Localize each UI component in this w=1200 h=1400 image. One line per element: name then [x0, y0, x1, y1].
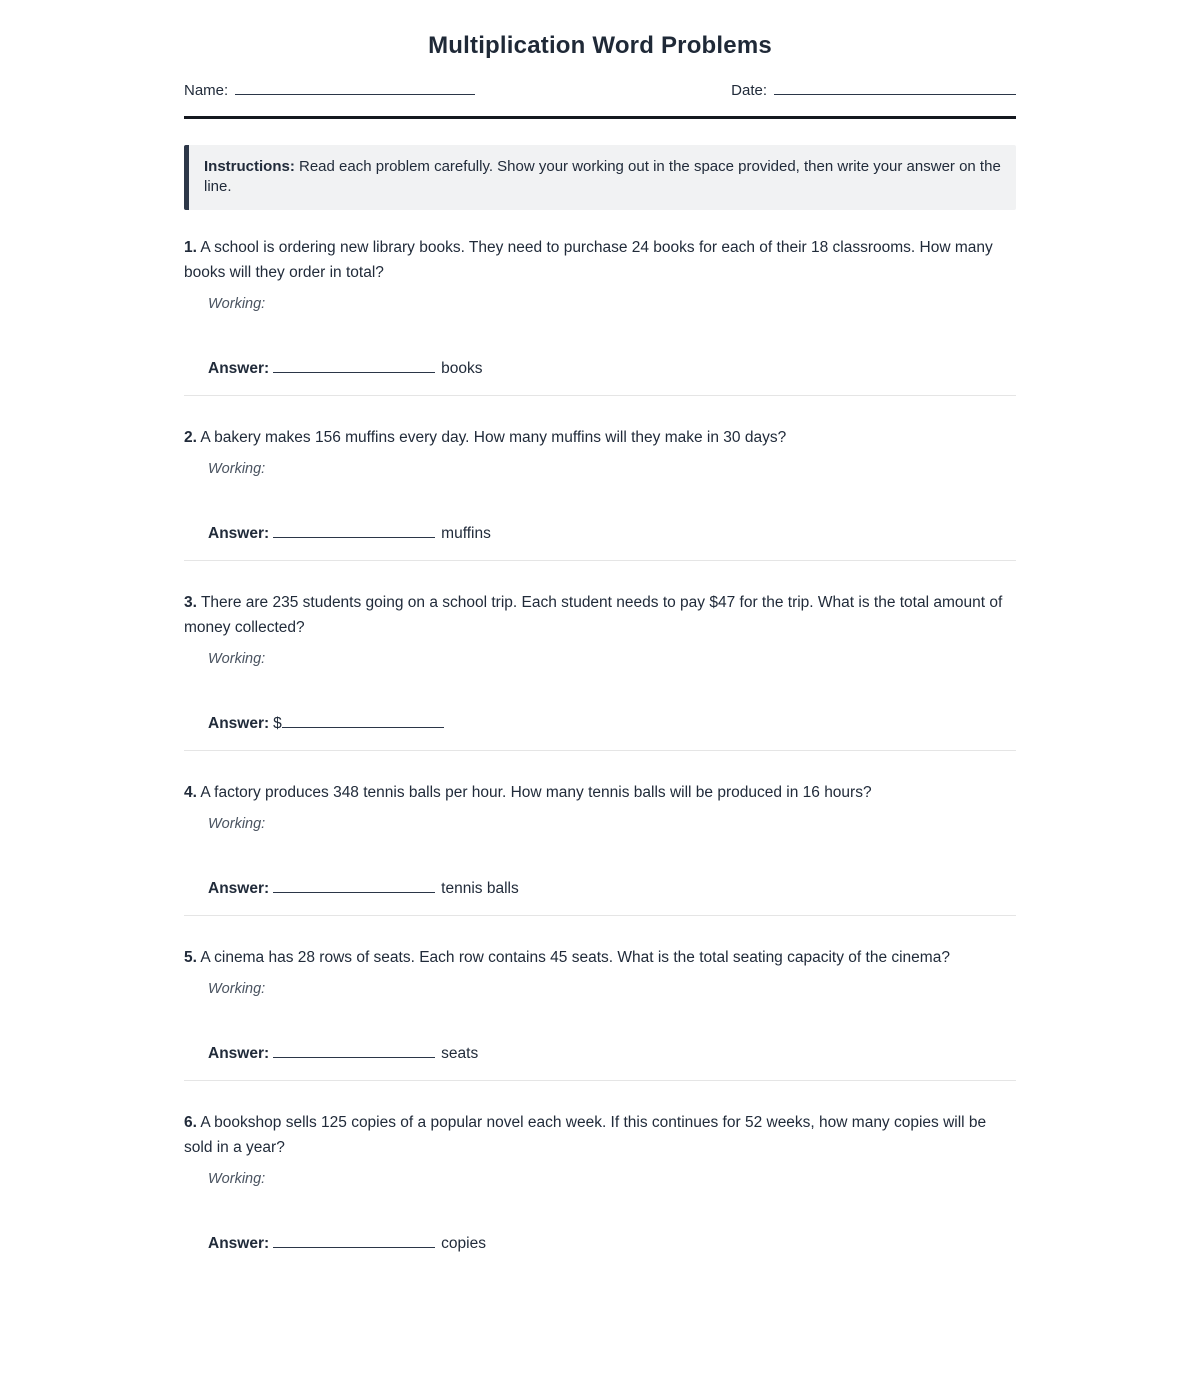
- working-label: Working:: [208, 981, 266, 998]
- answer-label: Answer:: [208, 715, 270, 733]
- working-label: Working:: [208, 1171, 266, 1188]
- instructions-box: [184, 145, 1016, 210]
- answer-blank[interactable]: [273, 525, 435, 538]
- problem-item: [184, 425, 1016, 561]
- answer-row: [184, 360, 1016, 378]
- problem-statement: A cinema has 28 rows of seats. Each row contains 45 seats. What is the total seating capacity of the cinema?: [200, 949, 950, 967]
- answer-row: [184, 715, 1016, 733]
- worksheet: [184, 0, 1016, 1270]
- problem-item: [184, 945, 1016, 1081]
- problem-statement: A bookshop sells 125 copies of a popular novel each week. If this continues for 52 weeks, how many copies will be sold in a year?: [184, 1114, 987, 1157]
- answer-prefix: $: [273, 715, 282, 733]
- answer-unit: seats: [441, 1045, 479, 1063]
- answer-label: Answer:: [208, 1235, 270, 1253]
- problem-text: [184, 945, 1016, 970]
- problem-item: [184, 235, 1016, 396]
- name-label: Name:: [184, 82, 229, 99]
- working-label: Working:: [208, 651, 266, 668]
- problem-item: [184, 590, 1016, 751]
- answer-label: Answer:: [208, 359, 270, 377]
- date-input-line[interactable]: [774, 82, 1016, 95]
- answer-row: [184, 525, 1016, 543]
- answer-row: [184, 1045, 1016, 1063]
- answer-unit: copies: [441, 1235, 486, 1253]
- problem-text: [184, 1110, 1016, 1160]
- answer-blank[interactable]: [273, 880, 435, 893]
- problem-number: 5.: [184, 949, 197, 967]
- problem-text: [184, 590, 1016, 640]
- answer-blank[interactable]: [282, 715, 444, 728]
- answer-label: Answer:: [208, 880, 270, 898]
- name-field: [184, 82, 475, 99]
- answer-blank[interactable]: [273, 1045, 435, 1058]
- answer-label: Answer:: [208, 524, 270, 542]
- problem-item: [184, 1110, 1016, 1270]
- problem-number: 1.: [184, 238, 197, 256]
- problem-number: 2.: [184, 428, 197, 446]
- problem-item: [184, 780, 1016, 916]
- answer-unit: muffins: [441, 524, 491, 542]
- problem-number: 3.: [184, 593, 197, 611]
- problem-statement: A school is ordering new library books. They need to purchase 24 books for each of their 18 classrooms. How many books will they order in total?: [184, 238, 993, 281]
- problem-text: [184, 425, 1016, 450]
- name-input-line[interactable]: [235, 82, 475, 95]
- working-label: Working:: [208, 460, 266, 477]
- answer-blank[interactable]: [273, 360, 435, 373]
- name-date-row: [184, 82, 1016, 99]
- problem-number: 4.: [184, 784, 197, 802]
- problem-statement: There are 235 students going on a school trip. Each student needs to pay $47 for the trip. What is the total amount of money collected?: [184, 593, 1003, 636]
- date-field: [731, 82, 1016, 99]
- date-label: Date:: [731, 82, 767, 99]
- answer-blank[interactable]: [273, 1235, 435, 1248]
- answer-label: Answer:: [208, 1045, 270, 1063]
- answer-row: [184, 880, 1016, 898]
- answer-unit: books: [441, 359, 483, 377]
- problem-number: 6.: [184, 1114, 197, 1132]
- problem-list: [184, 235, 1016, 1271]
- problem-statement: A bakery makes 156 muffins every day. How many muffins will they make in 30 days?: [200, 428, 787, 446]
- answer-row: [184, 1235, 1016, 1253]
- page-title: Multiplication Word Problems: [428, 32, 772, 59]
- working-label: Working:: [208, 295, 266, 312]
- header-rule: [184, 116, 1016, 119]
- problem-statement: A factory produces 348 tennis balls per hour. How many tennis balls will be produced in 16 hours?: [200, 784, 872, 802]
- instructions-text: Read each problem carefully. Show your working out in the space provided, then write your answer on the line.: [204, 158, 1001, 196]
- working-label: Working:: [208, 816, 266, 833]
- answer-unit: tennis balls: [441, 880, 519, 898]
- problem-text: [184, 235, 1016, 285]
- problem-text: [184, 780, 1016, 805]
- instructions-label: Instructions:: [204, 158, 295, 175]
